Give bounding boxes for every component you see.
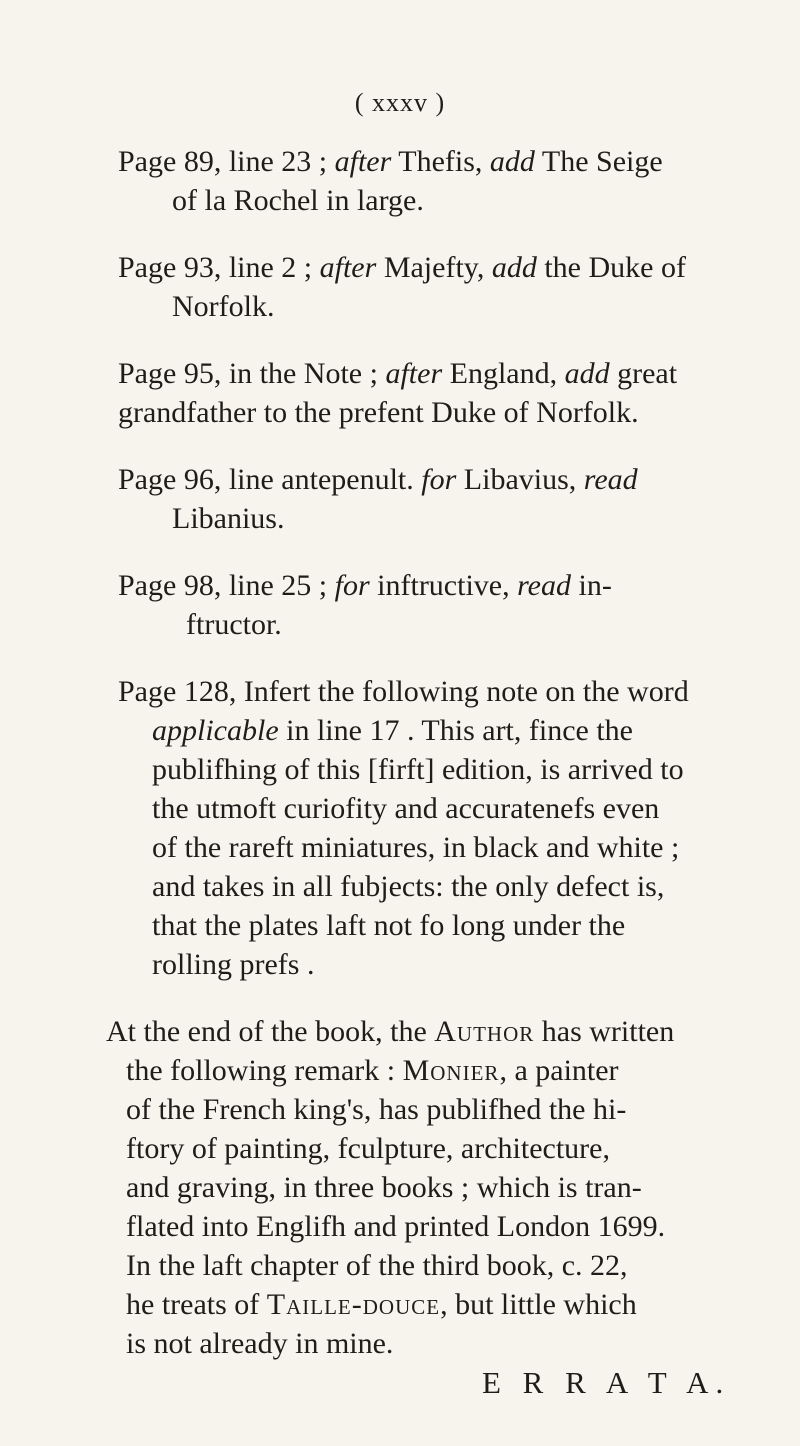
text-run: Page 128, Infert the following note on the word	[118, 675, 689, 708]
author-remark	[106, 1012, 718, 1363]
text-run: the utmoft curiofity and accuratenefs even	[152, 792, 660, 825]
text-run: In the laft chapter of the third book, c. 22,	[126, 1249, 628, 1282]
remark-line	[106, 1168, 718, 1207]
entry-line	[118, 906, 718, 945]
italic-run: for	[334, 569, 370, 602]
errata-entry	[118, 460, 718, 538]
text-run: Page 95, in the Note ;	[118, 357, 386, 390]
text-run: Norfolk.	[172, 290, 275, 323]
text-run: of the French king's, has publifhed the hi-	[126, 1093, 627, 1126]
italic-run: add	[489, 145, 535, 178]
italic-run: add	[564, 357, 610, 390]
entry-line	[118, 566, 718, 605]
text-run: publifhing of this [firft] edition, is arrived to	[152, 753, 684, 786]
remark-line	[106, 1051, 718, 1090]
errata-entry	[118, 248, 718, 326]
remark-line	[106, 1324, 718, 1363]
catchword: E R R A T A.	[482, 1365, 731, 1400]
small-caps-run: Monier	[402, 1054, 500, 1087]
italic-run: after	[385, 357, 443, 390]
text-run: Page 98, line 25 ;	[118, 569, 335, 602]
text-run: of the rareft miniatures, in black and white ;	[152, 831, 680, 864]
text-run: , a painter	[499, 1054, 619, 1087]
italic-run: after	[319, 251, 377, 284]
entry-line	[118, 393, 718, 432]
small-caps-run: Taille-douce	[266, 1288, 441, 1321]
italic-run: read	[583, 463, 638, 496]
entry-line	[118, 499, 718, 538]
entry-line	[118, 460, 718, 499]
entry-line	[118, 789, 718, 828]
entry-line	[118, 672, 718, 711]
text-run: and graving, in three books ; which is tran-	[126, 1171, 642, 1204]
text-run: flated into Englifh and printed London 1699.	[126, 1210, 666, 1243]
entry-line	[118, 248, 718, 287]
italic-run: read	[517, 569, 571, 602]
text-run: has written	[534, 1015, 675, 1048]
text-run: Majefty,	[376, 251, 492, 284]
entry-line	[118, 867, 718, 906]
italic-run: applicable	[152, 714, 279, 747]
italic-run: add	[491, 251, 537, 284]
remark-line	[106, 1207, 718, 1246]
entry-line	[118, 750, 718, 789]
text-run: Page 93, line 2 ;	[118, 251, 320, 284]
remark-line	[106, 1129, 718, 1168]
remark-line	[106, 1012, 718, 1051]
text-run: Libanius.	[172, 502, 285, 535]
text-run: the following remark :	[126, 1054, 403, 1087]
text-run: England,	[442, 357, 565, 390]
errata-entry	[118, 354, 718, 432]
text-run: that the plates laft not fo long under the	[152, 909, 626, 942]
text-run: grandfather to the prefent Duke of Norfolk.	[118, 396, 639, 429]
text-run: in-	[571, 569, 612, 602]
entry-line	[118, 142, 718, 181]
text-run: rolling prefs .	[152, 948, 315, 981]
text-run: great	[609, 357, 678, 390]
errata-entry	[118, 672, 718, 984]
text-run: he treats of	[126, 1288, 267, 1321]
entry-line	[118, 711, 718, 750]
text-run: Page 89, line 23 ;	[118, 145, 335, 178]
italic-run: after	[334, 145, 392, 178]
remark-line	[106, 1285, 718, 1324]
text-run: Libavius,	[456, 463, 584, 496]
text-run: Thefis,	[391, 145, 490, 178]
entry-line	[118, 828, 718, 867]
entry-line	[118, 181, 718, 220]
errata-entry	[118, 566, 718, 644]
text-run: in line 17 . This art, fince the	[278, 714, 634, 747]
text-run: the Duke of	[536, 251, 686, 284]
text-run: and takes in all fubjects: the only defect is,	[152, 870, 665, 903]
text-run: ftory of painting, fculpture, architecture,	[126, 1132, 610, 1165]
text-run: inftructive,	[369, 569, 518, 602]
text-run: The Seige	[534, 145, 663, 178]
text-run: Page 96, line antepenult.	[118, 463, 422, 496]
text-run: , but little which	[440, 1288, 637, 1321]
remark-line	[106, 1090, 718, 1129]
errata-entry	[118, 142, 718, 220]
remark-line	[106, 1246, 718, 1285]
entry-line	[118, 354, 718, 393]
text-run: is not already in mine.	[126, 1327, 394, 1360]
entry-line	[118, 287, 718, 326]
text-run: ftructor.	[186, 608, 282, 641]
text-run: of la Rochel in large.	[172, 184, 424, 217]
italic-run: for	[421, 463, 457, 496]
text-run: At the end of the book, the	[106, 1015, 435, 1048]
errata-list	[106, 142, 718, 1391]
entry-line	[118, 945, 718, 984]
small-caps-run: Author	[434, 1015, 535, 1048]
page-number: ( xxxv )	[354, 88, 446, 117]
entry-line	[118, 605, 718, 644]
